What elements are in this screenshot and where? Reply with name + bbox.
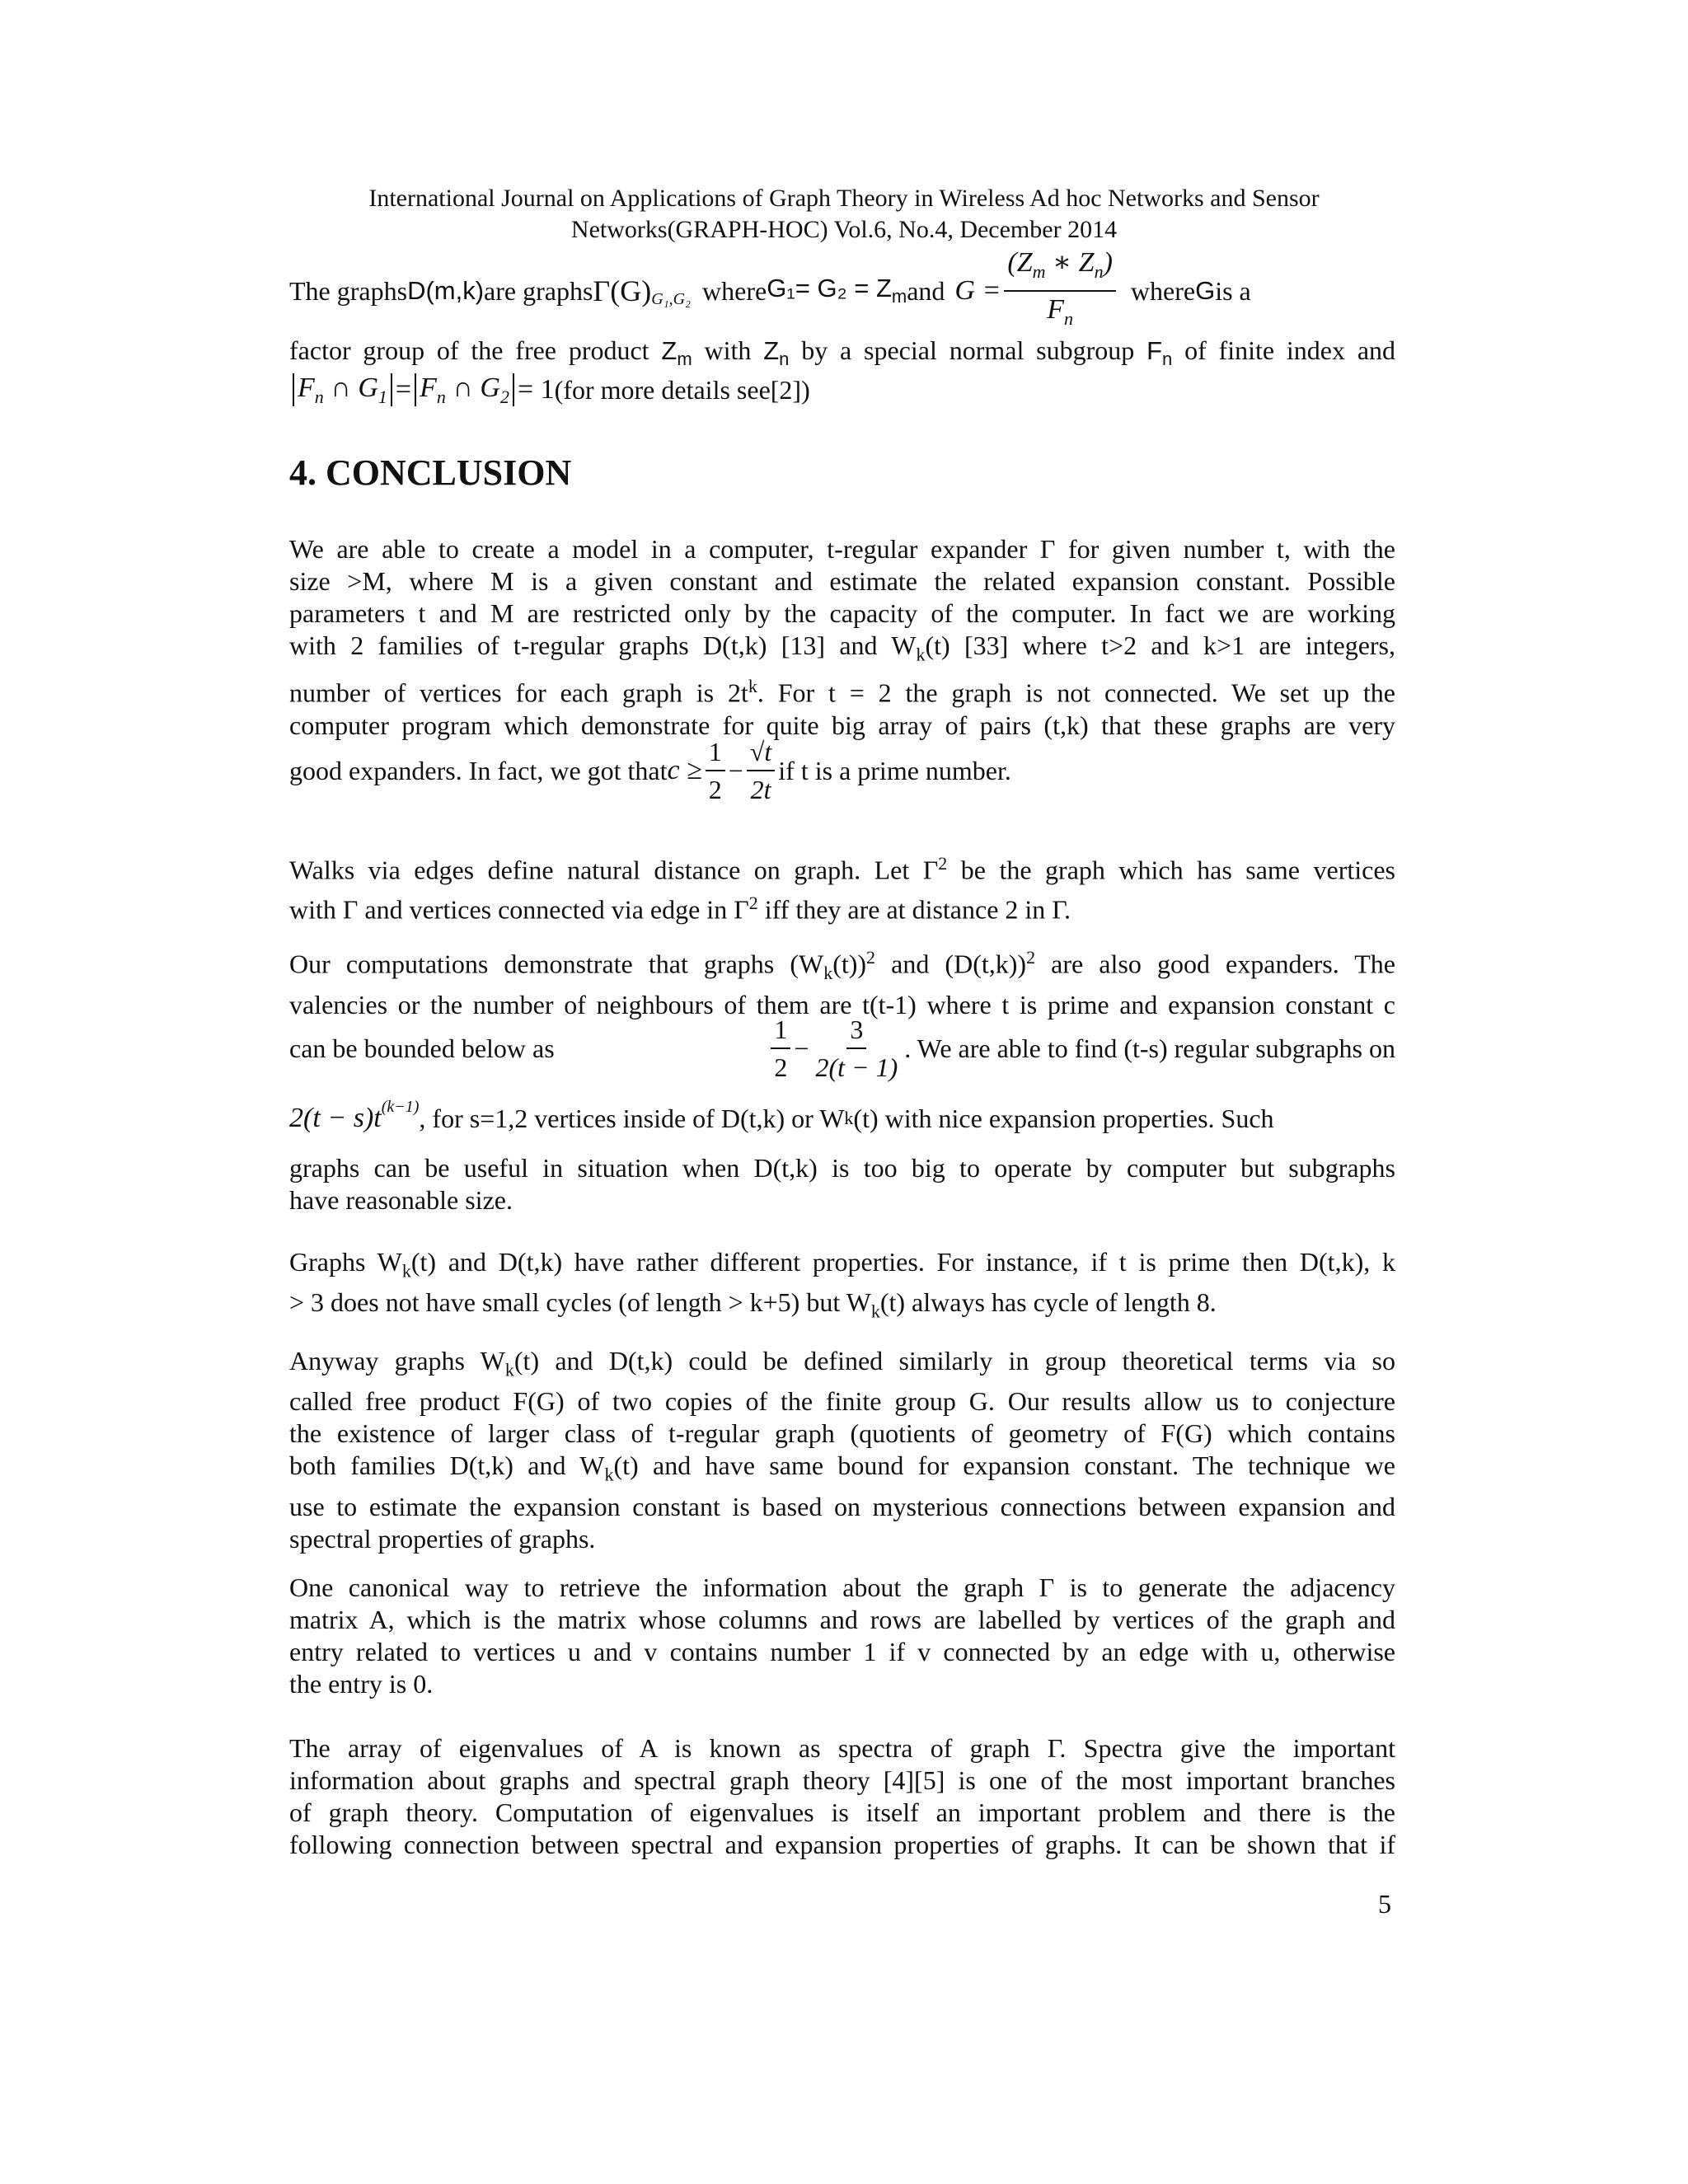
journal-header-line1: International Journal on Applications of Graph Theory in Wireless Ad hoc Networks and Sensor — [368, 185, 1320, 212]
frac-sqrt-t — [747, 733, 775, 808]
p1-l4b: (t) [33] where t>2 and k>1 are integers, — [925, 630, 1396, 660]
intro-fraction — [1004, 245, 1115, 337]
p3-l4k: k — [844, 1108, 854, 1128]
frac-sqrt-t-num: √t — [747, 733, 775, 771]
p2-l2b: iff they are at distance 2 in Γ. — [757, 894, 1071, 925]
p5-l1a: Anyway graphs W — [289, 1346, 505, 1376]
intro-dmk: D(m,k) — [407, 276, 485, 305]
abs-bar-1 — [293, 373, 294, 406]
p1-l4k: k — [916, 644, 926, 665]
page-number: 5 — [1378, 1889, 1391, 1919]
p5-l4a: both families D(t,k) and W — [289, 1451, 605, 1481]
fn-text: F — [1146, 336, 1163, 365]
f2-text: F — [420, 373, 437, 403]
g2-sub: 2 — [499, 386, 509, 407]
p7-line-4: following connection between spectral and expansion properties of graphs. It can be shown that if — [289, 1830, 1395, 1859]
p4-l1a: Graphs W — [289, 1247, 402, 1277]
paragraph-2 — [289, 847, 1395, 926]
frac-three-den: 2(t − 1) — [815, 1052, 898, 1082]
intro-line3-tail: (for more details see[2]) — [554, 374, 810, 405]
intro-fraction-denominator — [1043, 292, 1076, 337]
p6-line-4: the entry is 0. — [289, 1669, 434, 1699]
p1-l5k: k — [748, 676, 757, 697]
p3-l1s2: 2 — [1026, 947, 1036, 968]
p5-l1b: (t) and D(t,k) could be defined similarly in group theoretical terms via so — [513, 1346, 1396, 1376]
den-part: F — [1047, 294, 1065, 325]
p1-line-7 — [289, 733, 1395, 808]
p4-l2k: k — [870, 1301, 880, 1322]
abs-bar-3 — [415, 373, 416, 406]
intro-line-1 — [289, 246, 1395, 336]
p1-l4a: with 2 families of t-regular graphs D(t,k) [13] and W — [289, 630, 917, 660]
f2-sub: n — [436, 386, 446, 407]
num-sub-n: n — [1094, 261, 1104, 282]
num-part2: ∗ Z — [1045, 247, 1095, 279]
intro-text-e: where — [1130, 275, 1196, 306]
p1-line-5 — [289, 670, 1395, 710]
zm-text: Z — [661, 336, 678, 365]
p2-line-1 — [289, 847, 1395, 887]
intro-zm — [661, 336, 692, 370]
intro-fraction-numerator — [1004, 245, 1115, 292]
p5-l4b: (t) and have same bound for expansion constant. The technique we — [613, 1451, 1396, 1481]
p2-l1a: Walks via edges define natural distance on graph. Let Γ — [289, 855, 939, 885]
formula-eq-2: = 1 — [517, 374, 555, 405]
paragraph-7 — [289, 1732, 1395, 1861]
p3-vertex-count-sup: (k−1) — [381, 1097, 420, 1116]
p1-line-3: parameters t and M are restricted only by the capacity of the computer. In fact we are working — [289, 598, 1395, 628]
p1-c-geq: c ≥ — [667, 755, 702, 785]
zn-text: Z — [763, 336, 780, 365]
journal-header — [0, 183, 1688, 246]
num-sub-m: m — [1032, 261, 1046, 282]
cap1-text: ∩ G — [323, 373, 378, 403]
zm-sub: m — [677, 349, 692, 370]
paragraph-5 — [289, 1345, 1395, 1555]
p6-line-1: One canonical way to retrieve the information about the graph Γ is to generate the adjacency — [289, 1572, 1395, 1602]
p5-line-3: the existence of larger class of t-regular graph (quotients of geometry of F(G) which contains — [289, 1418, 1395, 1449]
paragraph-1 — [289, 533, 1395, 742]
p4-l1b: (t) and D(t,k) have rather different properties. For instance, if t is prime then D(t,k), k — [410, 1247, 1396, 1277]
intro-line2-b: with — [692, 335, 764, 365]
journal-header-line2: Networks(GRAPH-HOC) Vol.6, No.4, December 2014 — [570, 216, 1118, 243]
zn-sub: n — [779, 349, 790, 370]
p4-l2b: (t) always has cycle of length 8. — [879, 1287, 1217, 1318]
p1-line-1: We are able to create a model in a computer, t-regular expander Γ for given number t, with the — [289, 534, 1395, 564]
frac-one-half-b-num: 1 — [771, 1011, 790, 1049]
p2-l1b: be the graph which has same vertices — [947, 855, 1396, 885]
intro-fn — [1146, 336, 1173, 370]
intro-line2-a: factor group of the free product — [289, 335, 662, 365]
p1-l7a: good expanders. In fact, we got that — [289, 755, 668, 785]
p7-line-1: The array of eigenvalues of A is known as spectra of graph Γ. Spectra give the important — [289, 1733, 1395, 1763]
p3-l4a: , for s=1,2 vertices inside of D(t,k) or W — [419, 1103, 845, 1133]
frac-three-num: 3 — [846, 1011, 866, 1049]
p3-l1a: Our computations demonstrate that graphs (W — [289, 949, 824, 979]
p5-line-6: spectral properties of graphs. — [289, 1523, 596, 1554]
frac-one-half-num: 1 — [706, 733, 725, 771]
frac-sqrt-t-den: 2t — [750, 775, 771, 804]
intro-line2-c: by a special normal subgroup — [789, 335, 1147, 365]
frac-one-half-den: 2 — [708, 775, 722, 804]
p5-line-1 — [289, 1345, 1395, 1385]
frac-one-half-b-den: 2 — [774, 1052, 788, 1082]
paragraph-6 — [289, 1572, 1395, 1700]
p3-l1d: are also good expanders. The — [1035, 949, 1396, 979]
abs-bar-2 — [391, 373, 392, 406]
intro-G: G — [1195, 276, 1216, 305]
p6-line-3: entry related to vertices u and v contains number 1 if v connected by an edge with u, otherwise — [289, 1637, 1395, 1666]
p3-l3a: can be bounded below as — [289, 1033, 555, 1063]
p3-l1b: (t)) — [832, 949, 867, 979]
p1-minus: − — [728, 755, 743, 785]
p5-line-5: use to estimate the expansion constant is based on mysterious connections between expansion and — [289, 1491, 1395, 1521]
intro-text-f: is a — [1215, 275, 1251, 306]
frac-three — [812, 1011, 901, 1085]
formula-fn-cap-g1 — [298, 373, 387, 408]
intro-g1eq — [767, 274, 907, 307]
p3-l1k: k — [823, 963, 833, 984]
p3-line-2: valencies or the number of neighbours of them are t(t-1) where t is prime and expansion constant c — [289, 990, 1395, 1020]
abs-bar-4 — [513, 373, 514, 406]
f1-sub: n — [314, 386, 324, 407]
p2-l2sup: 2 — [748, 892, 758, 913]
p3-l3b: . We are able to find (t-s) regular subgraphs on — [904, 1033, 1395, 1063]
p1-l5a: number of vertices for each graph is 2t — [289, 678, 748, 709]
intro-text-c: where — [702, 275, 767, 306]
p5-line-4 — [289, 1450, 1395, 1490]
intro-G-eq: G = — [954, 275, 1001, 306]
frac-one-half — [706, 733, 725, 808]
intro-line2-d: of finite index and — [1172, 335, 1396, 365]
p1-l5b: . For t = 2 the graph is not connected. We set up the — [757, 678, 1396, 709]
intro-text-a: The graphs — [289, 275, 408, 306]
p4-line-1 — [289, 1246, 1395, 1286]
f1-text: F — [298, 373, 315, 403]
formula-eq-1: = — [395, 374, 412, 405]
intro-text-d: and — [907, 275, 945, 306]
p5-l1k: k — [504, 1359, 514, 1380]
p4-l2a: > 3 does not have small cycles (of length > k+5) but W — [289, 1287, 871, 1318]
p3-l4b: (t) with nice expansion properties. Such — [853, 1103, 1274, 1133]
p5-line-2: called free product F(G) of two copies of the finite group G. Our results allow us to conjecture — [289, 1386, 1395, 1417]
p3-line-6: have reasonable size. — [289, 1185, 513, 1215]
p3-minus: − — [794, 1033, 809, 1063]
paragraph-3-tail — [289, 1152, 1395, 1216]
formula-fn-cap-g2 — [420, 373, 509, 408]
p3-l1s: 2 — [866, 947, 876, 968]
p3-line-4 — [289, 1097, 1395, 1134]
p1-line-4 — [289, 630, 1395, 670]
intro-line-3 — [289, 373, 1395, 408]
p3-l1c: and (D(t,k)) — [875, 949, 1027, 979]
p2-l2a: with Γ and vertices connected via edge in Γ — [289, 894, 749, 925]
p5-l4k: k — [604, 1464, 614, 1485]
p4-line-2 — [289, 1286, 1395, 1327]
paragraph-4 — [289, 1246, 1395, 1328]
p4-l1k: k — [401, 1260, 411, 1282]
gamma-g-symbol: Γ(G) — [593, 274, 652, 307]
fn-sub: n — [1162, 349, 1173, 370]
p6-line-2: matrix A, which is the matrix whose columns and rows are labelled by vertices of the graph and — [289, 1605, 1395, 1634]
frac-one-half-b — [771, 1011, 790, 1085]
p1-line-2: size >M, where M is a given constant and estimate the related expansion constant. Possible — [289, 566, 1395, 596]
p7-line-2: information about graphs and spectral graph theory [4][5] is one of the most important branches — [289, 1765, 1395, 1795]
intro-line-2 — [289, 335, 1395, 370]
p2-line-2 — [289, 887, 1395, 926]
p1-line-6: computer program which demonstrate for quite big array of pairs (t,k) that these graphs are very — [289, 710, 1395, 741]
g1-sub: 1 — [377, 386, 387, 407]
intro-g1eq-sub: m — [891, 286, 907, 307]
p3-bound-formula — [767, 1011, 1395, 1085]
num-part1: (Z — [1007, 247, 1033, 279]
p1-l7b: if t is a prime number. — [778, 755, 1011, 785]
p3-vertex-count-formula: 2(t − s)t — [289, 1103, 382, 1133]
p2-l1sup: 2 — [938, 853, 948, 874]
p3-line-3 — [289, 1007, 1395, 1090]
p7-line-3: of graph theory. Computation of eigenvalues is itself an important problem and there is the — [289, 1797, 1395, 1827]
den-sub-n: n — [1064, 307, 1074, 329]
p3-line-5: graphs can be useful in situation when D(t,k) is too big to operate by computer but subgraphs — [289, 1153, 1395, 1183]
gamma-g-subscript: G₁,G₂ — [651, 289, 692, 308]
intro-text-b: are graphs — [484, 275, 593, 306]
intro-zn — [763, 336, 790, 370]
p3-line-1 — [289, 941, 1395, 989]
cap2-text: ∩ G — [445, 373, 500, 403]
intro-g1eq-text: G₁= G₂ = Z — [767, 274, 892, 303]
num-part3: ) — [1103, 247, 1113, 279]
section-title: 4. CONCLUSION — [289, 452, 572, 493]
